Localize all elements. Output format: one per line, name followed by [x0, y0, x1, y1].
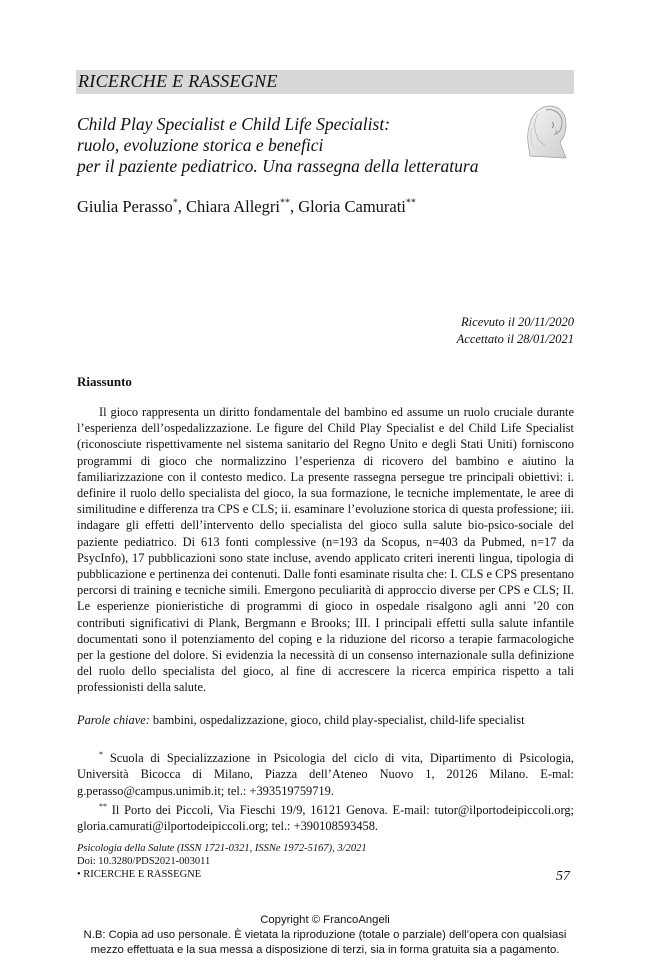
journal-doi: Doi: 10.3280/PDS2021-003011 [77, 856, 211, 867]
title-line-3: per il paziente pediatrico. Una rassegna della letteratura [77, 156, 479, 176]
author-name: Chiara Allegri [186, 197, 280, 216]
keywords-label: Parole chiave: [77, 713, 150, 727]
journal-citation: Psicologia della Salute (ISSN 1721-0321, ISSNe 1972-5167), 3/2021 [77, 843, 367, 854]
received-date: Ricevuto il 20/11/2020 [461, 315, 574, 329]
page-number: 57 [556, 869, 570, 884]
footnote-mark: * [99, 750, 103, 759]
footnote-text: Il Porto dei Piccoli, Via Fieschi 19/9, 16121 Genova. E-mail: tutor@ilportodeipiccoli.org; gloria.camurati@ilportodeipiccoli.org; tel.: +390108593458. [77, 802, 574, 834]
copyright-line-2: N.B: Copia ad uso personale. È vietata la riproduzione (totale o parziale) dell’opera con qualsiasi [83, 929, 567, 941]
copyright-notice [0, 913, 650, 958]
copyright-line-3: mezzo effettuata e la sua messa a disposizione di terzi, sia in forma gratuita sia a pagamento. [90, 944, 560, 956]
journal-section: • RICERCHE E RASSEGNE [77, 869, 202, 880]
keywords [77, 713, 574, 728]
affiliation-mark: * [172, 197, 178, 209]
footnote [77, 747, 574, 799]
abstract-heading: Riassunto [77, 374, 132, 389]
author-separator: , [289, 197, 299, 216]
footnote-mark: ** [99, 801, 107, 811]
footnote-text: Scuola di Specializzazione in Psicologia del ciclo di vita, Dipartimento di Psicologia, Università Bicocca di Milano, Piazza dell’Ateneo Nuovo 1, 20126 Milano. E-mal: g.perasso@campus.unimib.it; tel.: +393519759719. [77, 751, 574, 798]
keywords-text: bambini, ospedalizzazione, gioco, child play-specialist, child-life specialist [149, 713, 525, 727]
article-title [77, 114, 497, 177]
footnote [77, 799, 574, 835]
affiliation-mark: ** [405, 197, 416, 209]
affiliation-mark: ** [279, 197, 290, 209]
section-header-bar [76, 70, 574, 94]
section-header-label: RICERCHE E RASSEGNE [78, 71, 278, 91]
portrait-icon [516, 98, 572, 160]
abstract-text: Il gioco rappresenta un diritto fondamentale del bambino ed assume un ruolo cruciale durante l’esperienza dell’ospedalizzazione. Le figure del Child Play Specialist e del Child Life Specialist (riconosciute rispettivamente nel sistema sanitario del Regno Unito e degli Stati Uniti) forniscono programmi di gioco che normalizzino l’esperienza di ricovero del bambino e aiutino la familiarizzazione con il contesto medico. La presente rassegna persegue tre principali obiettivi: i. definire il ruolo dello specialista del gioco, la sua formazione, le tecniche implementate, le aree di similitudine e differenza tra CPS e CLS; ii. esaminare l’evoluzione storica di questa professione; iii. indagare gli effetti dell’intervento dello specialista del gioco sulla salute bio-psico-sociale del paziente pediatrico. Di 613 fonti complessive (n=193 da Scopus, n=403 da Pubmed, n=17 da PsycInfo), 17 pubblicazioni sono state incluse, avendo applicato criteri inerenti lingua, tipologia di pubblicazione e pertinenza dei contenuti. Dalle fonti esaminate risulta che: I. CLS e CPS presentano percorsi di training e tecniche simili. Emergono peculiarità di approccio diverse per CPS e CLS; II. Le esperienze pionieristiche di programmi di gioco in ospedale risalgono agli anni ’20 con contributi significativi di Plank, Bergmann e Brooks; III. I principali effetti sulla salute infantile documentati sono il potenziamento del coping e la riduzione del ricorso a terapie farmacologiche per la gestione del dolore. Si evidenzia la necessità di un consenso internazionale sulla definizione del ruolo dello specialista del gioco, al fine di accrescere la ricerca empirica rispetto a tali professionisti della salute. [77, 405, 574, 695]
author-list [77, 197, 557, 217]
accepted-date: Accettato il 28/01/2021 [456, 332, 574, 346]
author-separator: , [177, 197, 187, 216]
copyright-line-1: Copyright © FrancoAngeli [260, 914, 390, 926]
title-line-1: Child Play Specialist e Child Life Specialist: [77, 114, 391, 134]
author-name: Gloria Camurati [298, 197, 406, 216]
submission-dates [457, 314, 574, 348]
footnotes [77, 747, 574, 834]
title-line-2: ruolo, evoluzione storica e benefici [77, 135, 324, 155]
journal-info [77, 842, 574, 881]
author-name: Giulia Perasso [77, 197, 173, 216]
